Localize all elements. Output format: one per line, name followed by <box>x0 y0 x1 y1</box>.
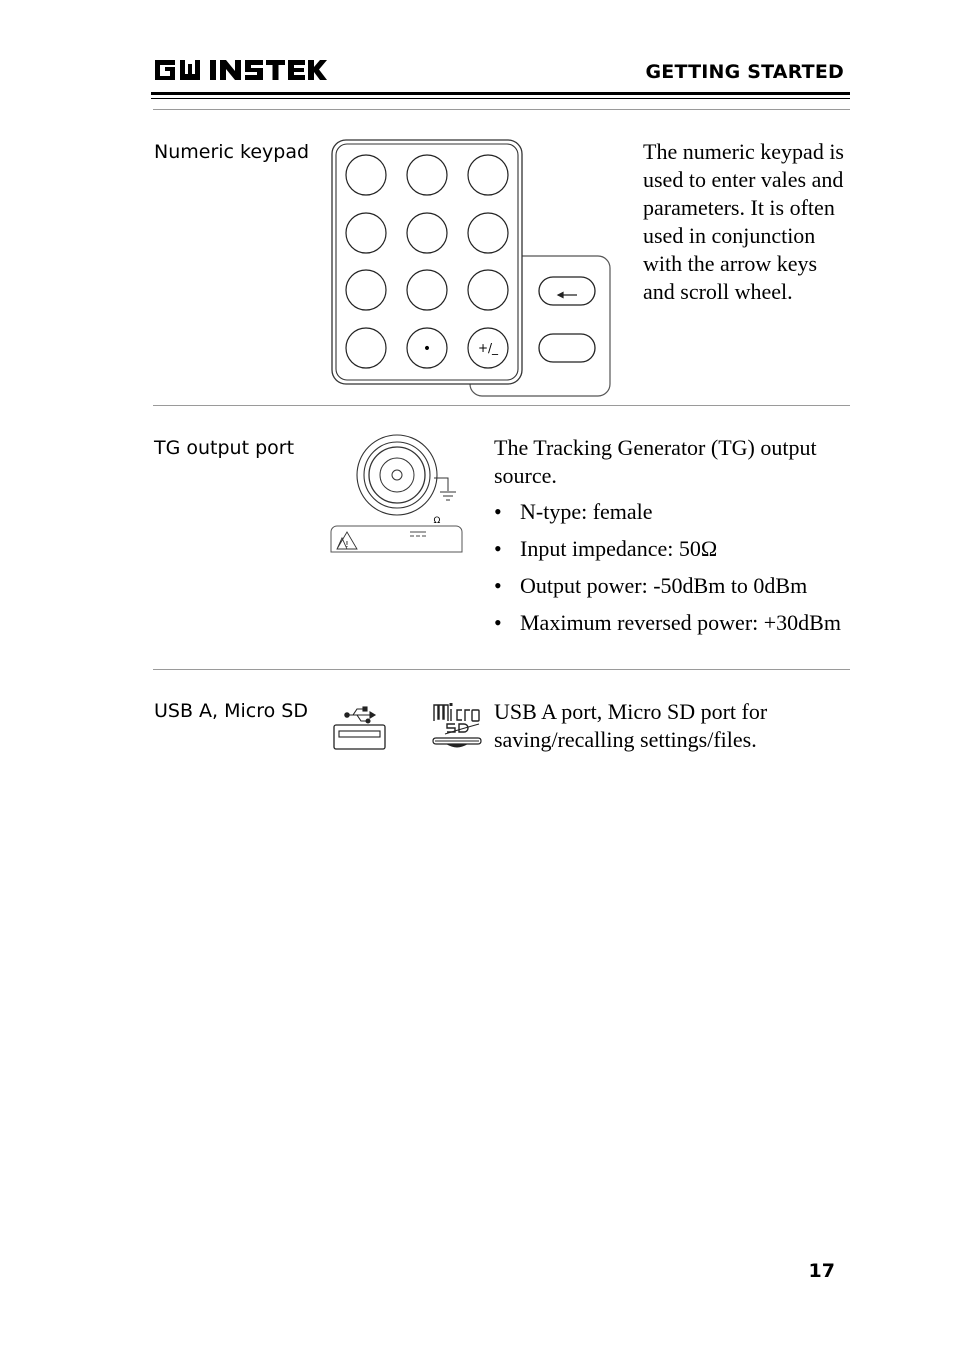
page-number: 17 <box>808 1260 835 1282</box>
row-separator <box>153 405 850 406</box>
numeric-keypad-illustration <box>330 138 614 402</box>
tg-output-port-label: TG output port <box>154 437 295 459</box>
numeric-keypad-description: The numeric keypad is used to enter vales and parameters. It is often used in conjunction with the arrow keys and scroll wheel. <box>643 139 844 304</box>
ohm-symbol: Ω <box>433 516 441 526</box>
svg-text:!: ! <box>345 540 349 549</box>
usb-a-port-illustration <box>333 703 389 751</box>
warning-triangle-icon <box>337 532 357 549</box>
enter-key <box>539 334 595 362</box>
row-separator <box>153 109 850 110</box>
spec-output-power: • Output power: -50dBm to 0dBm <box>494 572 854 600</box>
micro-sd-logo-icon <box>434 703 479 734</box>
usb-icon <box>345 707 375 723</box>
tg-output-port-description: The Tracking Generator (TG) output source. <box>494 435 817 488</box>
dc-symbol-icon <box>410 532 426 536</box>
spec-connector-type: • N-type: female <box>494 498 854 526</box>
header-rule-thin <box>151 98 850 99</box>
gw-instek-logo-mark <box>153 56 325 84</box>
micro-sd-slot-illustration <box>431 700 483 750</box>
tg-spec-list <box>494 498 854 646</box>
sign-key-label: +/_ <box>477 341 499 355</box>
spec-max-reversed-power: • Maximum reversed power: +30dBm <box>494 609 854 637</box>
backspace-key <box>539 277 595 305</box>
decimal-point-key-label: • <box>422 341 432 357</box>
arrow-left-icon <box>558 293 577 298</box>
spec-input-impedance: • Input impedance: 50Ω <box>494 535 854 563</box>
header-rule-thick <box>151 92 850 95</box>
usb-microsd-description: USB A port, Micro SD port for saving/recalling settings/files. <box>494 699 768 752</box>
ground-icon <box>434 478 456 500</box>
row-separator <box>153 669 850 670</box>
tg-output-port-illustration <box>330 434 466 556</box>
usb-microsd-label: USB A, Micro SD <box>154 700 308 722</box>
section-title: GETTING STARTED <box>645 61 844 83</box>
numeric-keypad-label: Numeric keypad <box>154 141 310 163</box>
